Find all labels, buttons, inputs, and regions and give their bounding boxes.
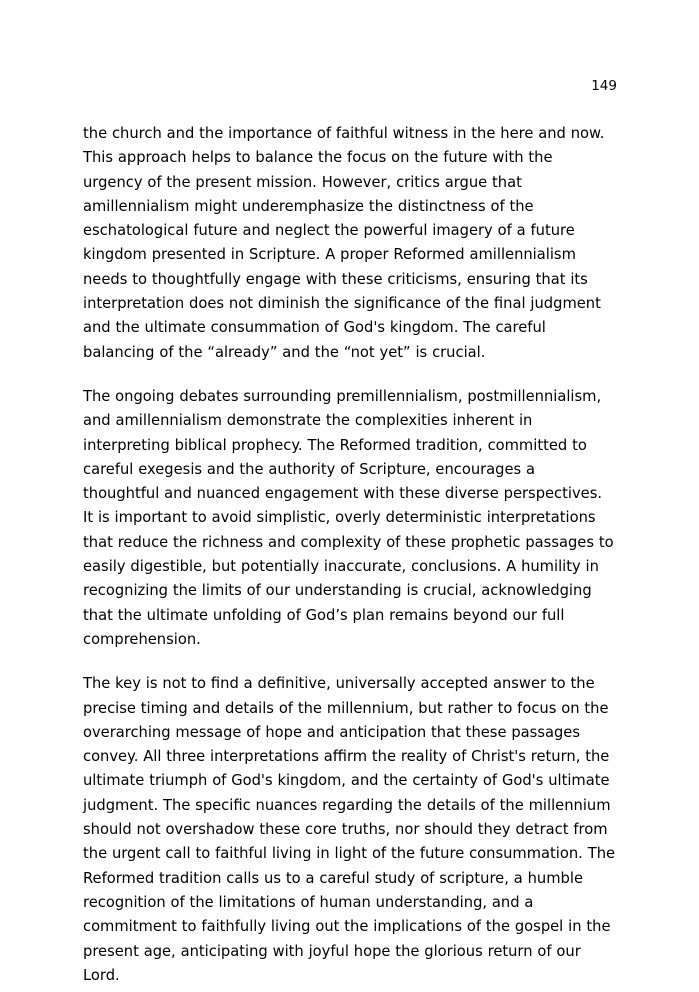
page-number: 149 [591, 78, 617, 94]
body-paragraph: The key is not to find a definitive, universally accepted answer to the precise timing and details of the millennium, but rather to focus on the overarching message of hope and anticipation that these passages convey. All three interpretations affirm the reality of Christ's return, the ultimate triumph of God's kingdom, and the certainty of God's ultimate judgment. The specific nuances regarding the details of the millennium should not overshadow these core truths, nor should they detract from the urgent call to faithful living in light of the future consummation. The Reformed tradition calls us to a careful study of scripture, a humble recognition of the limitations of human understanding, and a commitment to faithfully living out the implications of the gospel in the present age, anticipating with joyful hope the glorious return of our Lord. [83, 675, 616, 984]
page-body [83, 122, 616, 988]
body-paragraph: the church and the importance of faithful witness in the here and now. This approach helps to balance the focus on the future with the urgency of the present mission. However, critics argue that amillennialism might underemphasize the distinctness of the eschatological future and neglect the powerful imagery of a future kingdom presented in Scripture. A proper Reformed amillennialism needs to thoughtfully engage with these criticisms, ensuring that its interpretation does not diminish the significance of the final judgment and the ultimate consummation of God's kingdom. The careful balancing of the “already” and the “not yet” is crucial. [83, 125, 605, 361]
body-paragraph: The ongoing debates surrounding premillennialism, postmillennialism, and amillennialism demonstrate the complexities inherent in interpreting biblical prophecy. The Reformed tradition, committed to careful exegesis and the authority of Scripture, encourages a thoughtful and nuanced engagement with these diverse perspectives. It is important to avoid simplistic, overly deterministic interpretations that reduce the richness and complexity of these prophetic passages to easily digestible, but potentially inaccurate, conclusions. A humility in recognizing the limits of our understanding is crucial, acknowledging that the ultimate unfolding of God’s plan remains beyond our full comprehension. [83, 387, 614, 648]
